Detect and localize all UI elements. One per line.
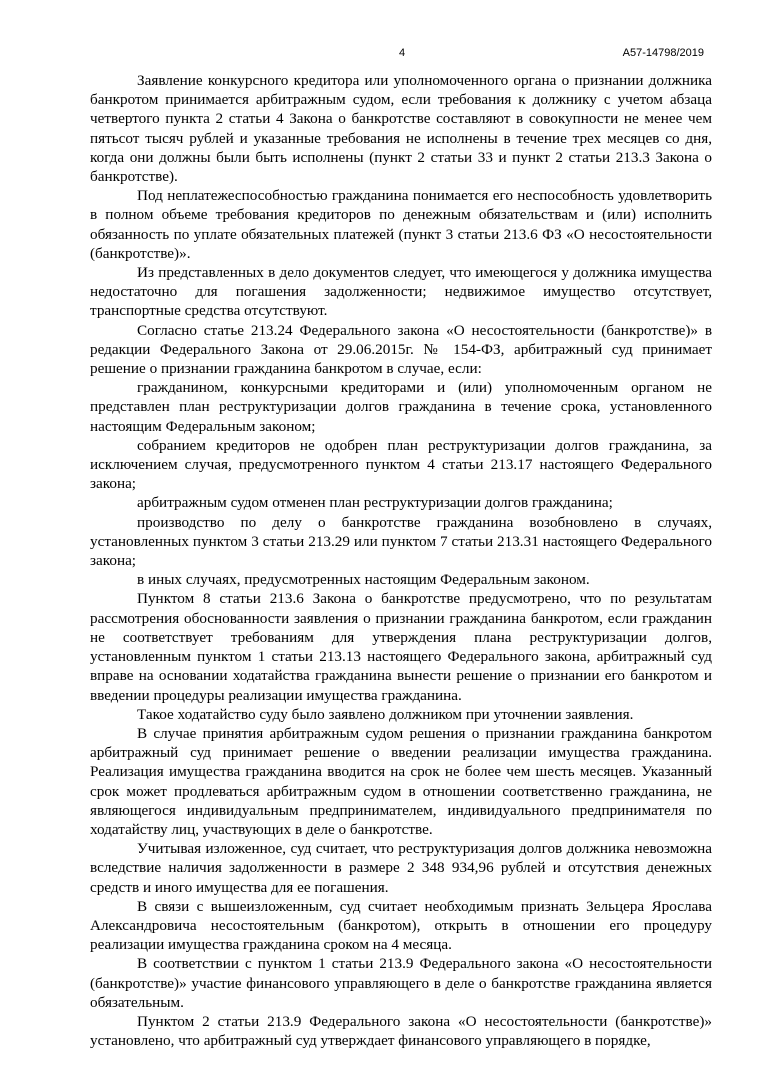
paragraph: Согласно статье 213.24 Федерального закона «О несостоятельности (банкротстве)» в редакции Федерального Закона от 29.06.2015г. № 154-ФЗ, арбитражный суд принимает решение о признании гражданина банкротом в случае, если: <box>90 321 712 378</box>
paragraph: В случае принятия арбитражным судом решения о признании гражданина банкротом арбитражный суд принимает решение о введении реализации имущества гражданина. Реализация имущества гражданина вводится на срок не более чем шесть месяцев. Указанный срок может продлеваться арбитражным судом в отношении соответственно гражданина, не являющегося индивидуальным предпринимателем, индивидуального предпринимателя по ходатайству лиц, участвующих в деле о банкротстве. <box>90 724 712 838</box>
paragraph: арбитражным судом отменен план реструктуризации долгов гражданина; <box>137 494 613 512</box>
paragraph: гражданином, конкурсными кредиторами и (или) уполномоченным органом не представлен план реструктуризации долгов гражданина в течение срока, установленного настоящим Федеральным законом; <box>90 379 712 435</box>
paragraph: Пунктом 2 статьи 213.9 Федерального закона «О несостоятельности (банкротстве)» установлено, что арбитражный суд утверждает финансового управляющего в порядке, <box>90 1012 712 1050</box>
paragraph: собранием кредиторов не одобрен план реструктуризации долгов гражданина, за исключением случая, предусмотренного пунктом 4 статьи 213.17 настоящего Федерального закона; <box>90 436 712 493</box>
paragraph: Из представленных в дело документов следует, что имеющегося у должника имущества недостаточно для погашения задолженности; недвижимое имущество отсутствует, транспортные средства отсутствуют. <box>90 264 712 320</box>
paragraph: Пунктом 8 статьи 213.6 Закона о банкротстве предусмотрено, что по результатам рассмотрения обоснованности заявления о признании гражданина банкротом, если гражданин не соответствует требованиям для утверждения плана реструктуризации долгов, установленным пунктом 1 статьи 213.13 настоящего Федерального закона, арбитражный суд вправе на основании ходатайства гражданина вынести решение о признании его банкротом и введении процедуры реализации имущества гражданина. <box>90 590 712 704</box>
page-number: 4 <box>398 47 406 59</box>
paragraph: Такое ходатайство суду было заявлено должником при уточнении заявления. <box>137 705 634 723</box>
paragraph: в иных случаях, предусмотренных настоящим Федеральным законом. <box>137 571 590 589</box>
paragraph: В связи с вышеизложенным, суд считает необходимым признать Зельцера Ярослава Александровича несостоятельным (банкротом), открыть в отношении его процедуру реализации имущества гражданина сроком на 4 месяца. <box>90 897 712 954</box>
case-number: А57-14798/2019 <box>622 47 704 59</box>
paragraph: Под неплатежеспособностью гражданина понимается его неспособность удовлетворить в полном объеме требования кредиторов по денежным обязательствам и (или) исполнить обязанность по уплате обязательных платежей (пункт 3 статьи 213.6 ФЗ «О несостоятельности (банкротстве)». <box>90 187 712 262</box>
paragraph: В соответствии с пунктом 1 статьи 213.9 Федерального закона «О несостоятельности (банкротстве)» участие финансового управляющего в деле о банкротстве гражданина является обязательным. <box>90 955 712 1011</box>
document-body <box>90 71 712 1050</box>
paragraph: Заявление конкурсного кредитора или уполномоченного органа о признании должника банкротом принимается арбитражным судом, если требования к должнику с учетом абзаца четвертого пункта 2 статьи 4 Закона о банкротстве составляют в совокупности не менее чем пятьсот тысяч рублей и указанные требования не исполнены в течение трех месяцев со дня, когда они должны были быть исполнены (пункт 2 статьи 33 и пункт 2 статьи 213.3 Закона о банкротстве). <box>90 72 712 186</box>
paragraph: производство по делу о банкротстве гражданина возобновлено в случаях, установленных пунктом 3 статьи 213.29 или пунктом 7 статьи 213.31 настоящего Федерального закона; <box>90 513 712 570</box>
paragraph: Учитывая изложенное, суд считает, что реструктуризация долгов должника невозможна вследствие наличия задолженности в размере 2 348 934,96 рублей и отсутствия денежных средств и иного имущества для ее погашения. <box>90 840 712 896</box>
